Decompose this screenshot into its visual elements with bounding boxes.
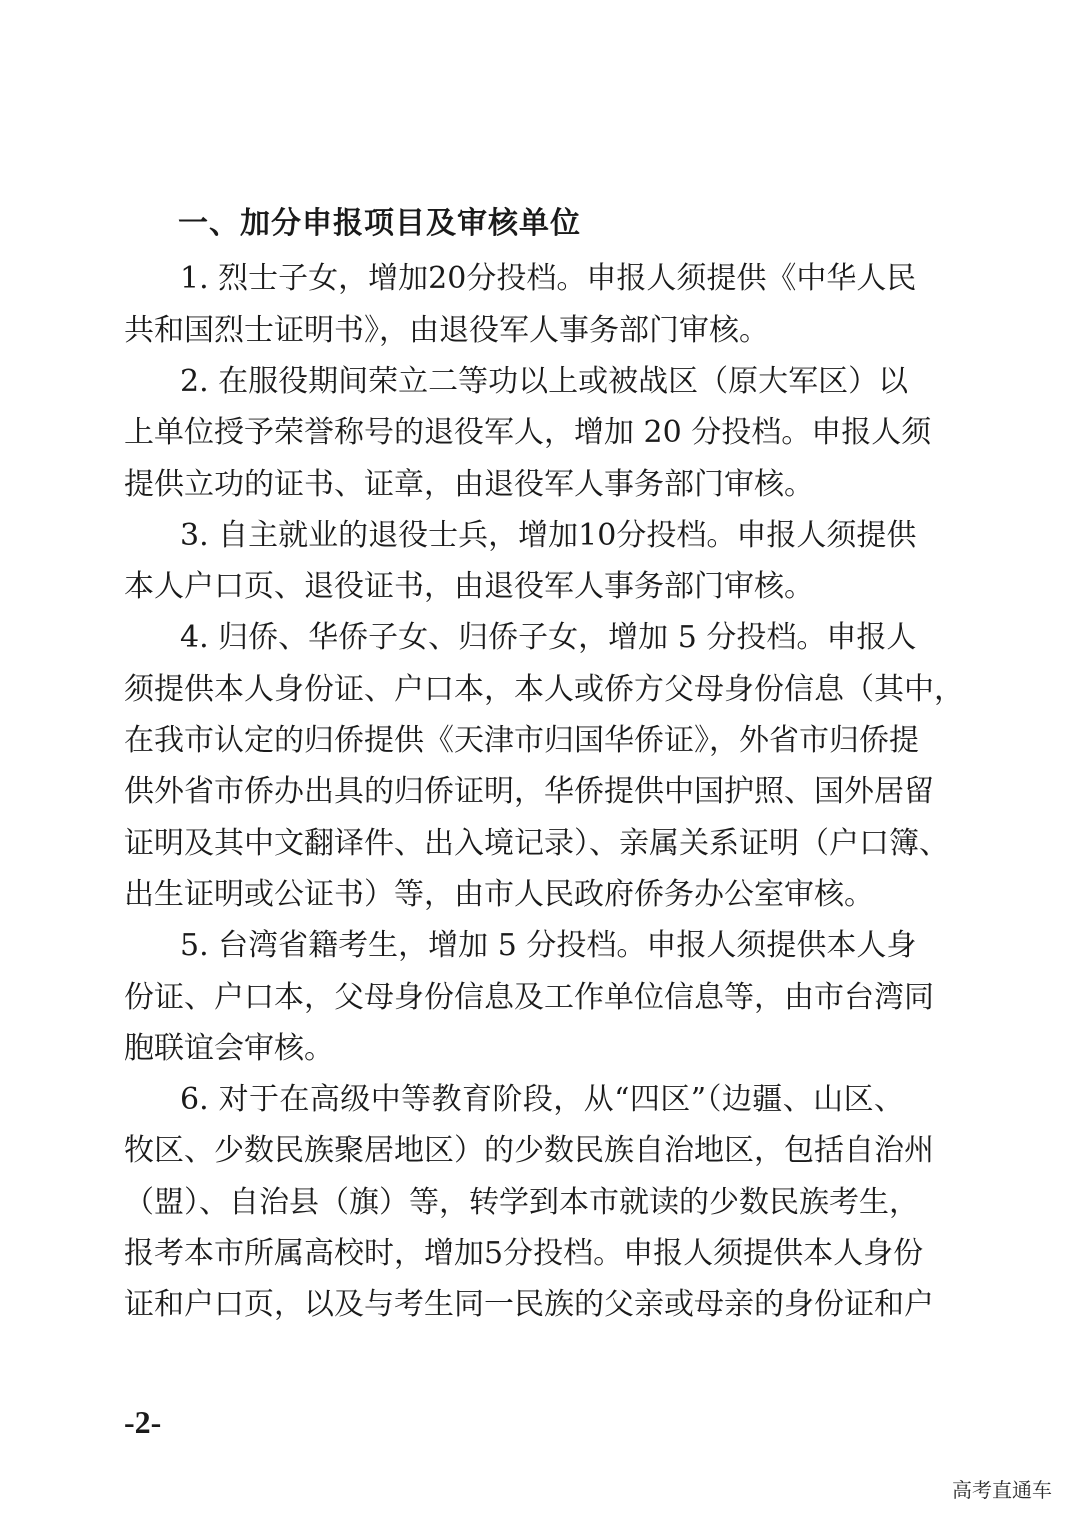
paragraph-line: 本人户口页、退役证书，由退役军人事务部门审核。 (124, 569, 814, 604)
paragraph-line: 须提供本人身份证、户口本，本人或侨方父母身份信息（其中， (124, 672, 964, 707)
paragraph-line: 5. 台湾省籍考生，增加 5 分投档。申报人须提供本人身 (180, 928, 917, 963)
paragraph-line: 在我市认定的归侨提供《天津市归国华侨证》，外省市归侨提 (124, 723, 919, 758)
paragraph-line: 供外省市侨办出具的归侨证明，华侨提供中国护照、国外居留 (124, 774, 934, 809)
paragraph-line: 2. 在服役期间荣立二等功以上或被战区（原大军区）以 (180, 364, 909, 399)
paragraph-line: 证和户口页，以及与考生同一民族的父亲或母亲的身份证和户 (124, 1287, 934, 1322)
page-number: -2- (124, 1404, 162, 1440)
section-heading: 一、加分申报项目及审核单位 (178, 206, 581, 241)
paragraph-line: 4. 归侨、华侨子女、归侨子女，增加 5 分投档。申报人 (180, 620, 917, 655)
paragraph-line: 3. 自主就业的退役士兵，增加10分投档。申报人须提供 (180, 518, 917, 553)
paragraph-line: 份证、户口本，父母身份信息及工作单位信息等，由市台湾同 (124, 980, 934, 1015)
paragraph-line: 证明及其中文翻译件、出入境记录）、亲属关系证明（户口簿、 (124, 826, 949, 861)
paragraph-line: 1. 烈士子女，增加20分投档。申报人须提供《中华人民 (180, 261, 917, 296)
paragraph-line: 共和国烈士证明书》，由退役军人事务部门审核。 (124, 313, 769, 348)
paragraph-line: 出生证明或公证书）等，由市人民政府侨务办公室审核。 (124, 877, 874, 912)
paragraph-line: 胞联谊会审核。 (124, 1031, 334, 1066)
paragraph-line: 提供立功的证书、证章，由退役军人事务部门审核。 (124, 467, 814, 502)
paragraph-line: 牧区、少数民族聚居地区）的少数民族自治地区，包括自治州 (124, 1133, 934, 1168)
watermark-text: 高考直通车 (952, 1478, 1052, 1502)
paragraph-line: （盟）、自治县（旗）等，转学到本市就读的少数民族考生， (124, 1185, 919, 1220)
paragraph-line: 上单位授予荣誉称号的退役军人，增加 20 分投档。申报人须 (124, 415, 932, 450)
paragraph-line: 报考本市所属高校时，增加5分投档。申报人须提供本人身份 (124, 1236, 924, 1271)
paragraph-line: 6. 对于在高级中等教育阶段，从“四区”（边疆、山区、 (180, 1082, 904, 1117)
